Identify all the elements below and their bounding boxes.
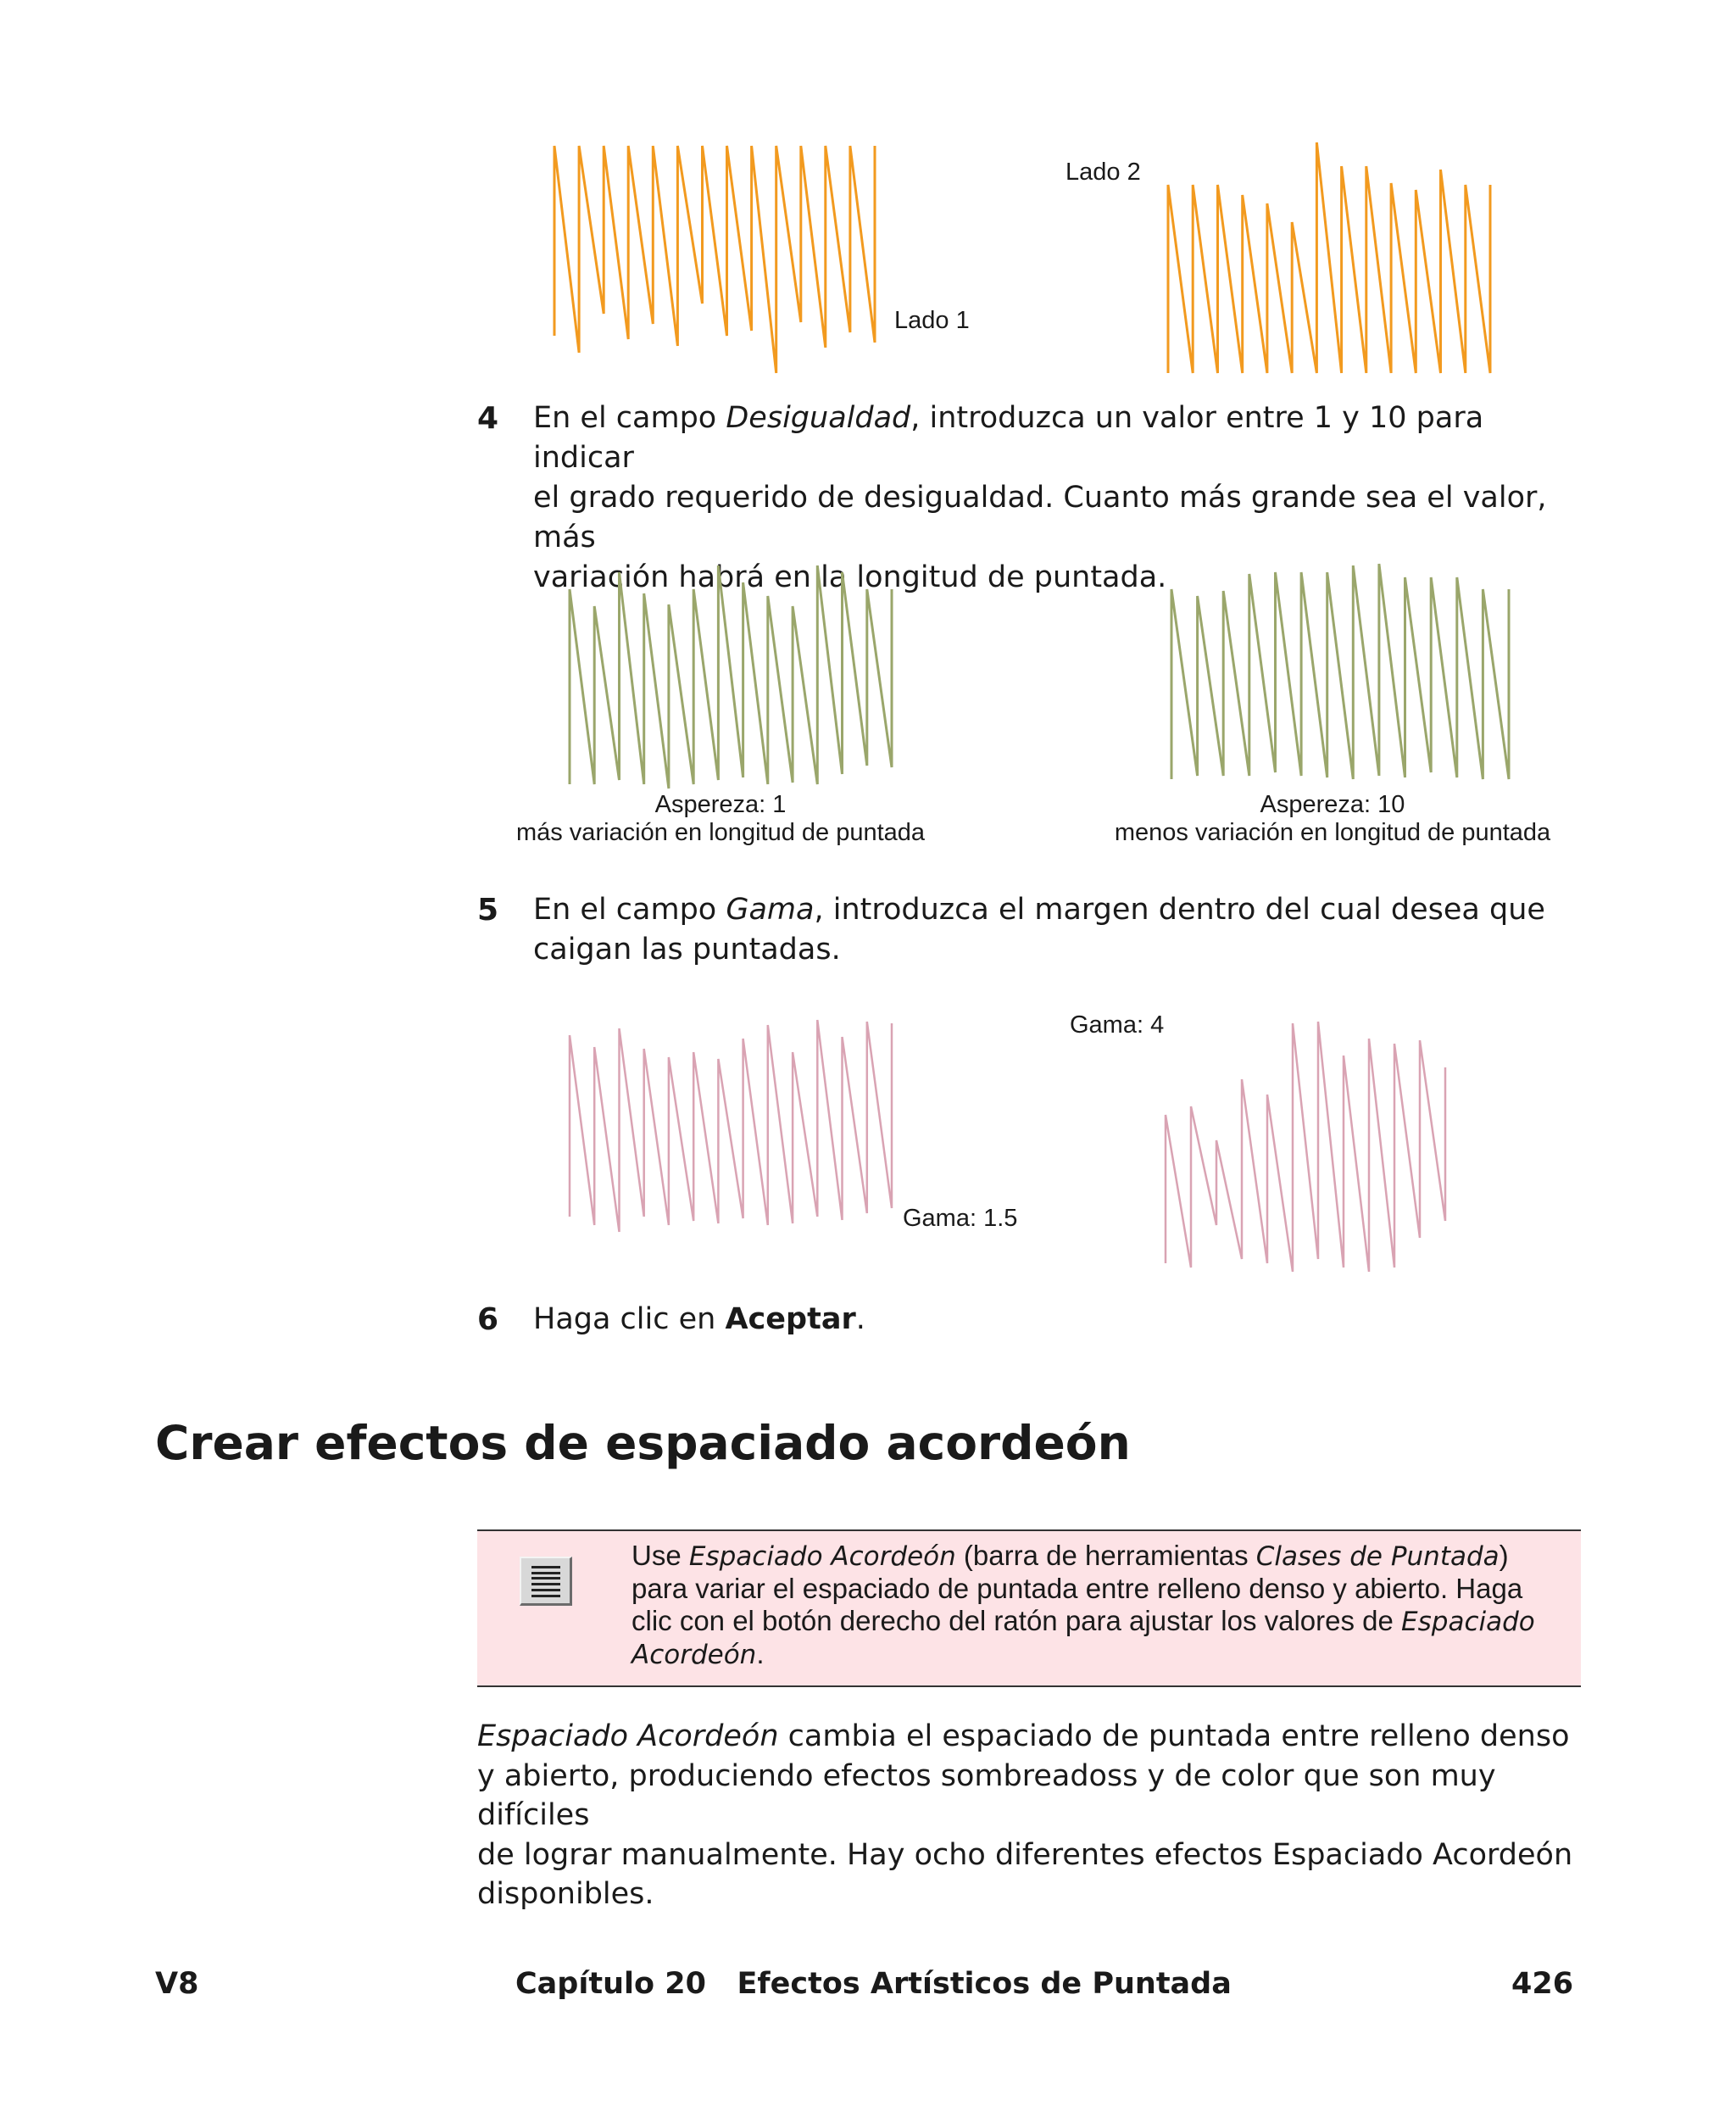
accordion-spacing-icon	[520, 1557, 572, 1606]
tool-tip-box	[477, 1529, 1581, 1687]
roughness-1-caption: Aspereza: 1 más variación en longitud de puntada	[515, 791, 926, 846]
stitch-line	[1166, 1022, 1445, 1272]
roughness-10-caption: Aspereza: 10 menos variación en longitud de puntada	[1114, 791, 1551, 846]
step-number: 5	[477, 893, 499, 928]
range-1-5-stitch-figure	[559, 1013, 907, 1242]
side-2-label: Lado 2	[1066, 159, 1141, 186]
side-2-stitch-figure	[1160, 136, 1499, 382]
footer-version: V8	[155, 1967, 199, 2001]
stitch-line	[570, 1020, 892, 1232]
footer-page-number: 426	[1511, 1967, 1574, 2001]
step-number: 4	[477, 401, 499, 436]
field-name: Gama	[726, 893, 815, 927]
side-1-label: Lado 1	[894, 307, 970, 334]
stitch-line	[1168, 142, 1490, 373]
stitch-line	[1171, 564, 1509, 779]
step-number: 6	[477, 1302, 499, 1337]
body-paragraph: Espaciado Acordeón cambia el espaciado de puntada entre relleno denso y abierto, produciendo efectos sombreadoss y de color que son muy difíciles de lograr manualmente. Hay ocho diferentes efectos Espaciado Acordeón disponibles.	[477, 1719, 1573, 1911]
stitch-line	[554, 146, 875, 373]
section-heading: Crear efectos de espaciado acordeón	[155, 1416, 1131, 1470]
range-1-5-label: Gama: 1.5	[903, 1205, 1018, 1232]
roughness-10-stitch-figure	[1161, 555, 1517, 797]
step-text: En el campo Desigualdad, introduzca un valor entre 1 y 10 para indicar el grado requerido de desigualdad. Cuanto más grande sea el valor, más variación habrá en la longitud de puntada.	[533, 401, 1547, 594]
range-4-stitch-figure	[1157, 1013, 1454, 1284]
roughness-1-stitch-figure	[559, 555, 907, 797]
step-text: Haga clic en Aceptar.	[533, 1302, 865, 1336]
stitch-line	[570, 565, 892, 788]
step-text: En el campo Gama, introduzca el margen dentro del cual desea que caigan las puntadas.	[533, 893, 1545, 967]
field-name: Desigualdad	[726, 401, 911, 435]
footer-chapter: Capítulo 20 Efectos Artísticos de Puntada	[515, 1967, 1232, 2001]
ok-button-reference: Aceptar	[725, 1302, 856, 1336]
tool-tip-text: Use Espaciado Acordeón (barra de herramientas Clases de Puntada) para variar el espaciado de puntada entre relleno denso y abierto. Haga clic con el botón derecho del ratón para ajustar los valores de Espaciado Acordeón.	[632, 1540, 1535, 1670]
side-1-stitch-figure	[542, 136, 899, 382]
range-4-label: Gama: 4	[1070, 1011, 1165, 1039]
